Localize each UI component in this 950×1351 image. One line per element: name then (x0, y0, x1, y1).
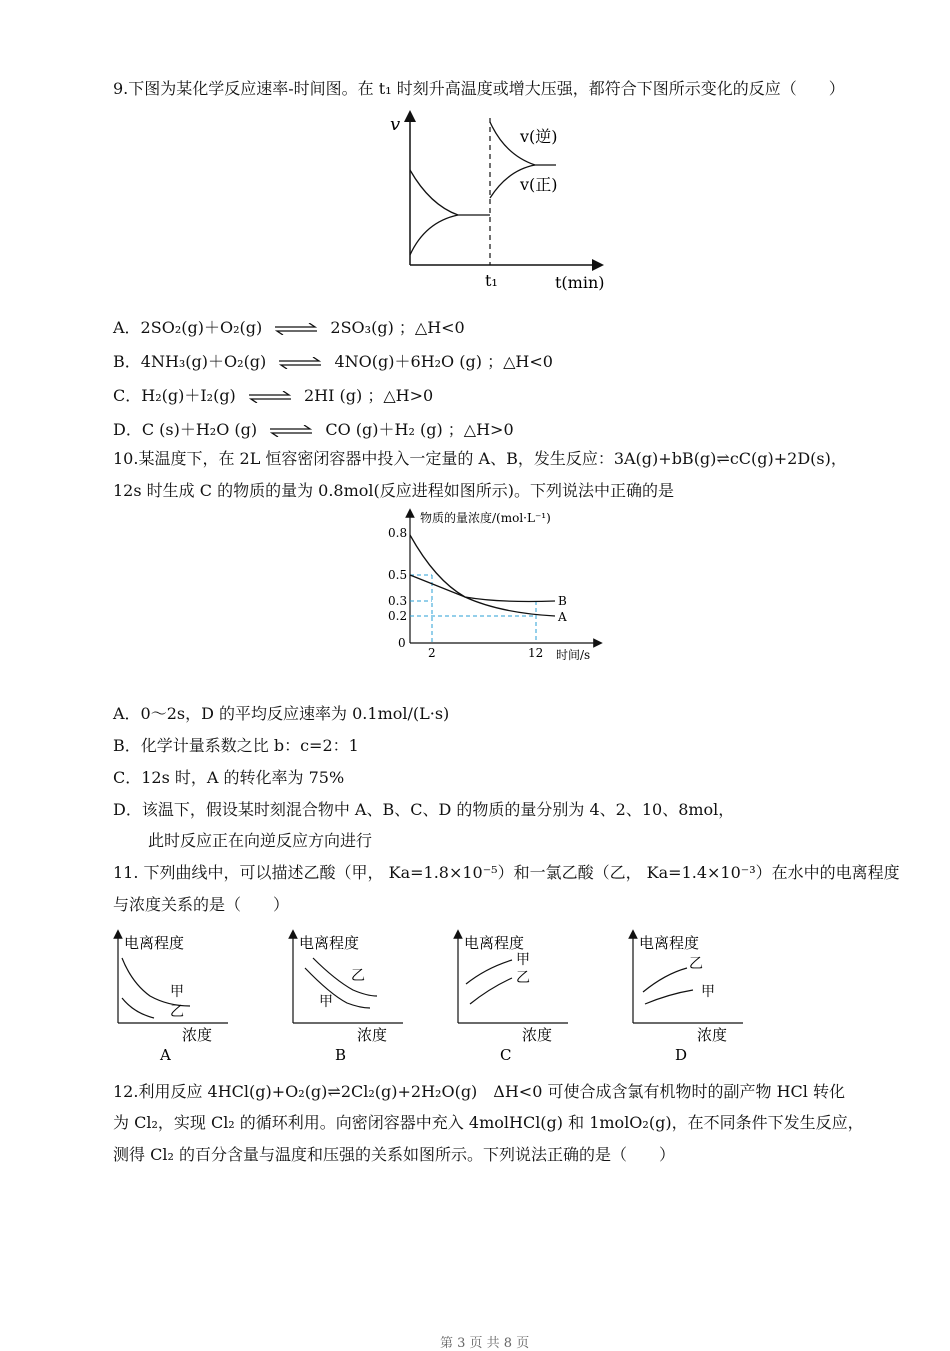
q10-concentration-chart (380, 505, 610, 670)
q10-option-d-cont: 此时反应正在向逆反应方向进行 (148, 831, 373, 850)
q10-option-b: B．化学计量系数之比 b：c=2：1 (113, 736, 359, 755)
q10-y-tick-0.3: 0.3 (388, 594, 408, 608)
q11-c-y-label: 电离程度 (464, 934, 525, 952)
equilibrium-arrow-icon (273, 323, 319, 335)
q9-option-c-left: C．H₂(g)＋I₂(g) (113, 386, 236, 405)
q9-option-b-right: 4NO(g)＋6H₂O (g) ；△H<0 (334, 352, 553, 371)
q11-a-curve-bottom (122, 998, 154, 1018)
q11-b-curve-top (313, 958, 377, 996)
q10-y-tick-0.5: 0.5 (388, 568, 408, 582)
q11-a-x-label: 浓度 (182, 1026, 213, 1044)
q11-a-top-label: 甲 (170, 984, 184, 1000)
q11-c-bottom-label: 乙 (516, 970, 530, 986)
q9-t1-label: t₁ (485, 271, 498, 290)
q9-curve-upper-before (410, 170, 490, 215)
q10-stem-line2: 12s 时生成 C 的物质的量为 0.8mol(反应进程如图所示)。下列说法中正确的是 (113, 481, 675, 500)
q9-stem: 9.下图为某化学反应速率-时间图。在 t₁ 时刻升高温度或增大压强，都符合下图所示变化的反应（ ） (113, 79, 845, 98)
q10-option-d: D．该温下，假设某时刻混合物中 A、B、C、D 的物质的量分别为 4、2、10、8mol， (113, 800, 735, 819)
equilibrium-arrow-icon (277, 357, 323, 369)
q10-y-title: 物质的量浓度/(mol·L⁻¹) (420, 511, 551, 525)
q11-c-curve-bottom (470, 978, 512, 1004)
q11-c-top-label: 甲 (516, 952, 530, 968)
q11-d-x-label: 浓度 (697, 1026, 728, 1044)
q11-d-bottom-label: 甲 (701, 984, 715, 1000)
q11-graph-b (285, 928, 405, 1063)
q10-y-tick-0: 0 (398, 636, 406, 650)
q11-b-x-label: 浓度 (357, 1026, 388, 1044)
q11-b-top-label: 乙 (351, 968, 365, 984)
q9-option-c (113, 385, 433, 407)
q11-d-curve-top (643, 968, 687, 992)
q11-graph-c (450, 928, 570, 1063)
q10-x-title: 时间/s (556, 648, 591, 662)
q9-rate-time-chart (380, 110, 620, 295)
q9-v-label: v (390, 114, 401, 135)
q12-stem-line2: 为 Cl₂，实现 Cl₂ 的循环利用。向密闭容器中充入 4molHCl(g) 和 1molO₂(g)，在不同条件下发生反应， (113, 1113, 864, 1132)
q9-option-d-left: D．C (s)＋H₂O (g) (113, 420, 258, 439)
q9-option-d (113, 419, 514, 441)
equilibrium-arrow-icon (268, 425, 314, 437)
q12-stem-line1: 12.利用反应 4HCl(g)+O₂(g)⇌2Cl₂(g)+2H₂O(g) ΔH<0 可使合成含氯有机物时的副产物 HCl 转化 (113, 1082, 845, 1101)
q11-graph-a (110, 928, 230, 1063)
q9-option-d-right: CO (g)＋H₂ (g) ；△H>0 (325, 420, 514, 439)
q11-a-bottom-label: 乙 (170, 1004, 184, 1020)
q11-d-letter: D (675, 1046, 688, 1063)
q9-option-a (113, 317, 465, 339)
q10-x-tick-2: 2 (428, 646, 436, 660)
q9-option-b-left: B．4NH₃(g)＋O₂(g) (113, 352, 267, 371)
q9-option-a-left: A．2SO₂(g)＋O₂(g) (113, 318, 263, 337)
q9-option-b (113, 351, 553, 373)
q10-y-tick-0.8: 0.8 (388, 526, 408, 540)
q11-c-x-label: 浓度 (522, 1026, 553, 1044)
q10-option-c: C．12s 时，A 的转化率为 75% (113, 768, 345, 787)
q9-x-label: t(min) (555, 273, 605, 292)
q9-curve-lower-before (410, 215, 458, 255)
q11-b-letter: B (335, 1046, 347, 1063)
q10-y-tick-0.2: 0.2 (388, 609, 408, 623)
q10-stem-line1: 10.某温度下，在 2L 恒容密闭容器中投入一定量的 A、B，发生反应：3A(g)+bB(g)⇌cC(g)+2D(s)， (113, 449, 847, 468)
q9-option-c-right: 2HI (g) ；△H>0 (304, 386, 434, 405)
q11-d-curve-bottom (645, 990, 693, 1004)
q11-a-y-label: 电离程度 (124, 934, 185, 952)
q11-c-letter: C (500, 1046, 512, 1063)
q9-v-forward-label: v(正) (520, 175, 558, 194)
page-footer: 第 3 页 共 8 页 (440, 1336, 530, 1351)
q10-option-a: A．0～2s，D 的平均反应速率为 0.1mol/(L·s) (113, 704, 450, 723)
q9-option-a-right: 2SO₃(g) ；△H<0 (330, 318, 465, 337)
q11-a-letter: A (160, 1046, 171, 1063)
q11-c-curve-top (466, 960, 512, 984)
q12-stem-line3: 测得 Cl₂ 的百分含量与温度和压强的关系如图所示。下列说法正确的是（ ） (113, 1145, 675, 1164)
q11-stem-line1: 11. 下列曲线中，可以描述乙酸（甲， Ka=1.8×10⁻⁵）和一氯乙酸（乙， Ka=1.4×10⁻³）在水中的电离程度 (113, 863, 900, 882)
q10-curve-b-label: B (558, 594, 567, 608)
q11-b-bottom-label: 甲 (319, 994, 333, 1010)
q11-d-top-label: 乙 (689, 956, 703, 972)
q9-v-reverse-label: v(逆) (520, 127, 558, 146)
q10-curve-a-label: A (558, 610, 567, 624)
q11-b-y-label: 电离程度 (299, 934, 360, 952)
q10-x-tick-12: 12 (528, 646, 544, 660)
q11-d-y-label: 电离程度 (639, 934, 700, 952)
equilibrium-arrow-icon (247, 391, 293, 403)
q11-stem-line2: 与浓度关系的是（ ） (113, 895, 290, 914)
q11-graph-d (625, 928, 745, 1063)
